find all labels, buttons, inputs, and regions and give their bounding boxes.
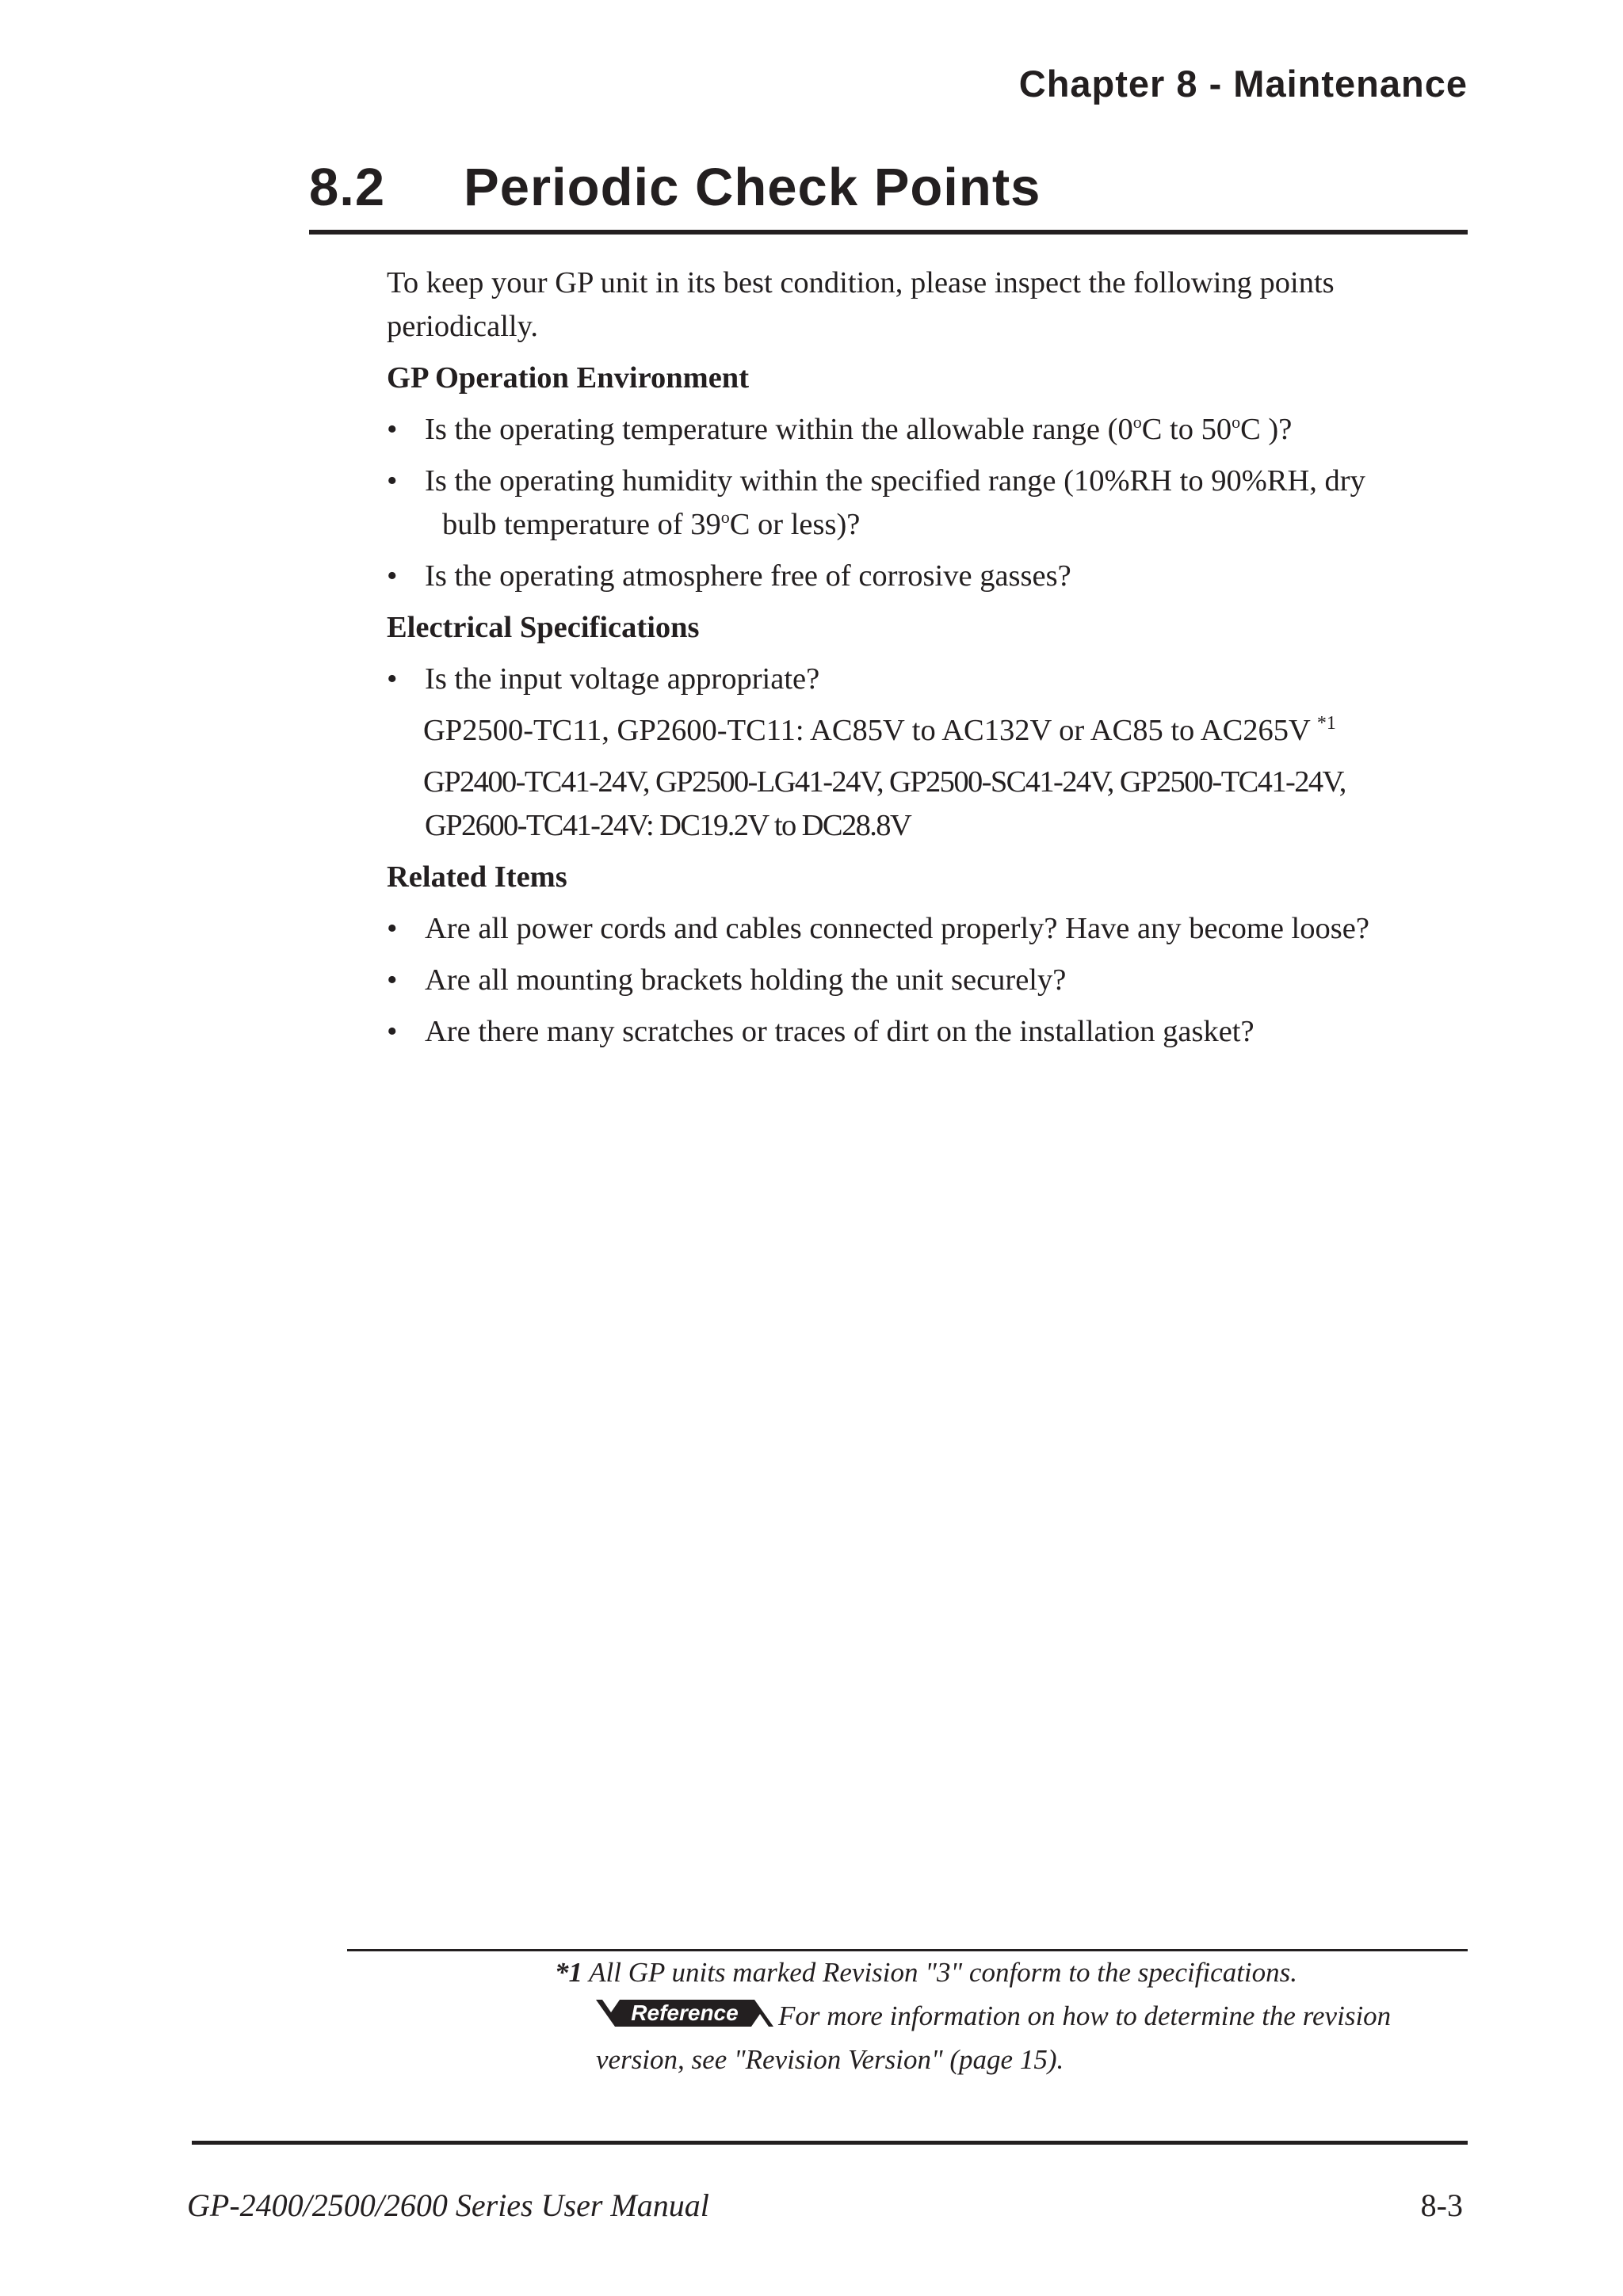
intro-paragraph: To keep your GP unit in its best condition, please inspect the following points periodically. [387,266,1335,343]
reference-badge [596,1998,773,2028]
degree-mark: o [1232,412,1241,432]
reference-label: Reference [631,2000,739,2025]
footnote-line [555,1951,1474,1994]
footer-manual-title: GP-2400/2500/2600 Series User Manual [187,2187,709,2223]
list-item: • Are all mounting brackets holding the unit securely? [387,959,1480,1002]
chapter-header: Chapter 8 - Maintenance [1018,63,1468,105]
footer-rule [192,2141,1468,2145]
section-title [309,157,1041,218]
footnote-text: All GP units marked Revision "3" conform to the specifications. [589,1957,1298,1988]
footnote-marker: *1 [1316,713,1336,734]
reference-line [555,1994,1474,2038]
section-number: 8.2 [309,158,386,217]
related-heading: Related Items [387,860,567,894]
list-item-temperature: • Is the operating temperature within the allowable range (0$^o$C to 50$^o$C )? [387,408,1480,452]
electrical-heading: Electrical Specifications [387,611,700,644]
degree-mark: o [1132,412,1142,432]
dc-spec-line-1: GP2400-TC41-24V, GP2500-LG41-24V, GP2500-SC41-24V, GP2500-TC41-24V, [423,765,1346,799]
title-rule [309,230,1468,235]
footnote-mark: *1 [555,1957,582,1988]
list-item-voltage: • Is the input voltage appropriate? [387,658,1480,701]
footnote [555,1951,1474,2081]
section-title-text: Periodic Check Points [464,158,1041,217]
footer-page-number: 8-3 [1420,2187,1463,2223]
degree-mark: o [720,507,730,527]
list-item-humidity-continued: bulb temperature of 39$^o$C or less)? [442,507,861,541]
body-content [387,261,1480,1054]
list-item: • Are all power cords and cables connected properly? Have any become loose? [387,907,1480,951]
dc-spec-line-2: GP2600-TC41-24V: DC19.2V to DC28.8V [425,809,911,842]
list-item-atmosphere: • Is the operating atmosphere free of corrosive gasses? [387,555,1480,598]
ac-spec-line: GP2500-TC11, GP2600-TC11: AC85V to AC132V or AC85 to AC265V $^{*1}$ [423,713,1336,747]
environment-heading: GP Operation Environment [387,361,750,395]
list-item-humidity: • Is the operating humidity within the specified range (10%RH to 90%RH, dry [387,460,1480,503]
reference-text: For more information on how to determine the revision [778,2000,1392,2031]
list-item: • Are there many scratches or traces of dirt on the installation gasket? [387,1010,1480,1054]
reference-text-continued: version, see "Revision Version" (page 15). [596,2044,1064,2075]
